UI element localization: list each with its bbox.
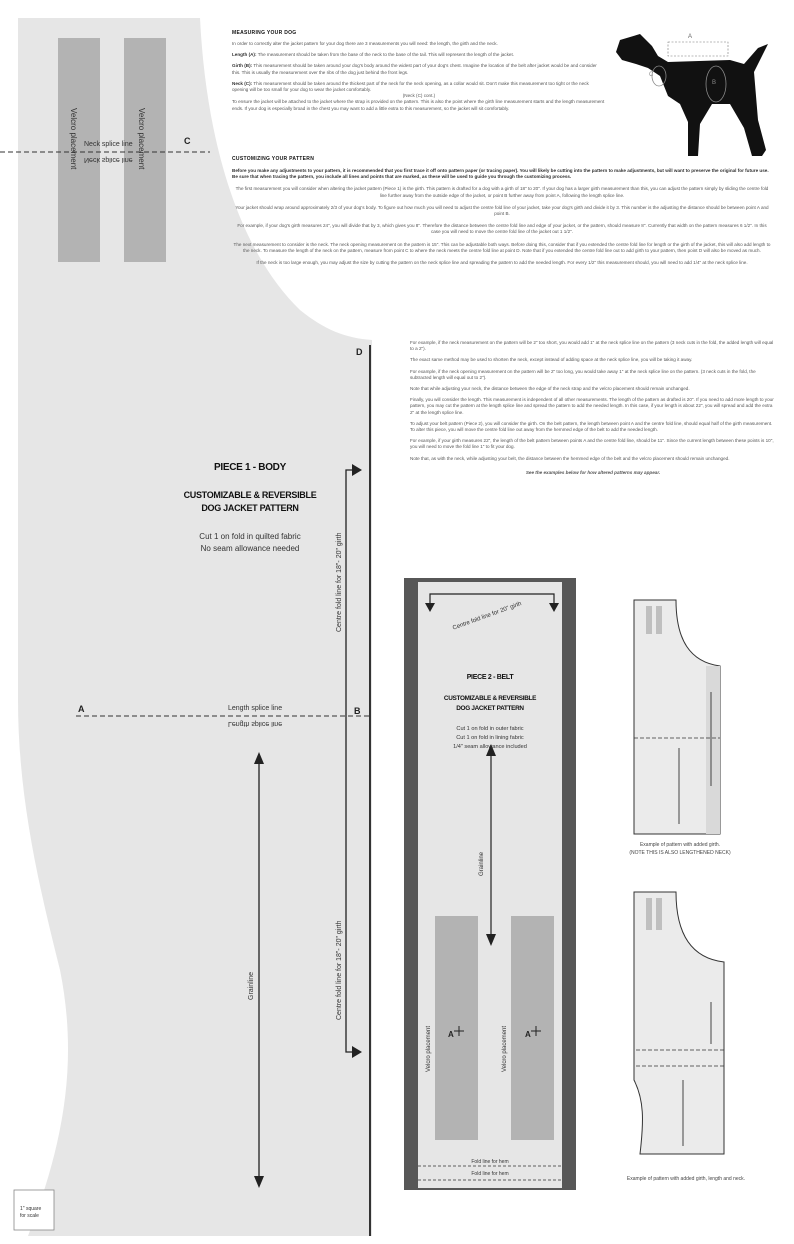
belt-hem-label-2: Fold line for hem — [471, 1171, 509, 1177]
centre-fold-label-upper: Centre fold line for 18"- 20" girth — [336, 532, 343, 632]
measuring-intro: In order to correctly alter the jacket pattern for your dog there are 3 measurements you will need: the length, the girth and the neck. — [232, 41, 498, 46]
point-d-label: D — [356, 347, 363, 357]
centre-fold-label-lower: Centre fold line for 18"- 20" girth — [336, 920, 343, 1020]
belt-marker-a-2: A — [525, 1030, 531, 1039]
belt-velcro-label-right: Velcro placement — [502, 1025, 508, 1072]
piece1-cut-note: Cut 1 on fold in quilted fabric — [199, 532, 301, 541]
girth-text: This measurement should be taken around your dog's body around the widest part of your dog's chest. Imagine the location of the belt after jacket would be and consider this. This is usually the measurement over the ribs of the dog just behind the front legs. — [232, 63, 597, 75]
dog-silhouette — [616, 34, 768, 156]
velcro-strip-left — [58, 38, 100, 262]
length-splice-label-bottom: Length splice line — [228, 720, 283, 727]
belt-hem-label-1: Fold line for hem — [471, 1159, 509, 1165]
piece2-subtitle-1: CUSTOMIZABLE & REVERSIBLE — [443, 695, 537, 702]
length-para — [232, 52, 606, 58]
piece2-title: PIECE 2 - BELT — [466, 674, 514, 681]
example-caption-1: Example of pattern with added girth. — [639, 842, 721, 848]
dog-measurement-diagram — [616, 34, 768, 156]
girth-lead: Girth (B): — [232, 63, 253, 69]
scale-box-text-2: for scale — [20, 1213, 39, 1219]
diagram-label-c: C — [649, 72, 654, 78]
para-neck: The next measurement to consider is the neck. The neck opening measurement on the pattern is 15". This can be adjustable both ways. Before doing this, consider that if you extended the centre fold line for length or the girth of the jacket, this will also add length to the neck. To measure the length of the neck on the pattern, measure from point C to where the neck meets the centre fold line at point D. Note that if you extended the centre fold line out to add girth to your pattern, then point D will also be moved as much. — [233, 241, 771, 253]
right-para: For example, if the neck measurement on the pattern will be 2" too short, you would add 1" at the neck splice line on the pattern (3 neck cuts in the fold, the added length will equal to a 2"). — [410, 340, 774, 352]
right-para: To adjust your belt pattern (Piece 2), you will consider the girth. On the belt pattern, the length between point A and the centre fold line, should equal half of the girth measurement. To alter this piece, you will move the centre fold line out away from the hemmed edge of the belt to add the needed length. — [410, 420, 773, 433]
length-text: The measurement should be taken from the base of the neck to the base of the tail. This will represent the length of the jacket. — [257, 52, 514, 58]
belt-centre-fold-label: Centre fold line for 20" girth — [452, 601, 523, 632]
neck-splice-label-bottom: Neck splice line — [84, 156, 133, 163]
piece2-cut-1: Cut 1 on fold in outer fabric — [456, 726, 524, 732]
example-caption-1b: (NOTE THIS IS ALSO LENGTHENED NECK) — [629, 850, 731, 856]
example-pattern-2 — [634, 892, 724, 1154]
length-splice-label-top: Length splice line — [228, 705, 283, 712]
piece1-seam-note: No seam allowance needed — [200, 544, 300, 553]
length-lead: Length (A): — [232, 52, 257, 58]
piece2-seam: 1/4" seam allowance included — [453, 744, 527, 750]
diagram-label-b: B — [712, 80, 717, 86]
para-neck-small: If the neck is too large enough, you may adjust the size by cutting the pattern on the neck splice line and spreading the pattern to add the needed length. For every 1/2" this measurement should, you will need to add 1/4" at the neck splice line. — [256, 260, 748, 266]
neck-lead: Neck (C): — [232, 80, 253, 86]
velcro-label-left: Velcro placement — [69, 108, 78, 170]
para-example: For example, if your dog's girth measures 24", you will divide that by 3, which gives you 8". Therefore the distance between the centre fold line and edge of your jacket, or the pattern, should measure 8". Currently that width on the pattern measures 6 1/2". In this case you will need to move the centre fold line of the jacket out 1 1/2". — [237, 223, 767, 235]
point-a-label: A — [78, 704, 85, 714]
belt-velcro-label-left: Velcro placement — [426, 1025, 432, 1072]
right-para: Finally, you will consider the length. This measurement is independent of all other measurements. The length of the pattern as drafted is 20". If you need to add more length to your pattern, you may cut the pattern at the length splice line and spread the pattern to add the needed length. In this case, if your length is about 22", you will spread and add the extra 2" at the length splice line. — [410, 397, 774, 415]
see-examples: See the examples below for how altered patterns may appear. — [525, 469, 661, 475]
length-measure-line — [668, 42, 728, 56]
velcro-label-right: Velcro placement — [137, 108, 146, 170]
right-para: The exact same method may be used to shorten the neck, except instead of adding space at the neck splice line, you will be taking it away. — [410, 357, 693, 363]
neck-text: This measurement should be taken around the thickest part of the neck for the neck opening, as a collar would sit. Don't make this measurement too tight or the neck opening will be too small for your dog to wear the jacket comfortably. — [232, 80, 589, 93]
customizing-intro: Before you make any adjustments to your pattern, it is recommended that you first trace it off onto pattern paper (or tracing paper). You will likely be cutting into the pattern to make adjustments, but will want to preserve the original for future use. Be sure that when tracing the pattern, you include all lines and points that are marked, as these will be used to guide you through the customizing process. — [232, 168, 769, 180]
point-c-label: C — [184, 136, 191, 146]
right-para: Note that while adjusting your neck, the distance between the edge of the neck strap and the velcro placement should remain unchanged. — [410, 386, 690, 392]
piece1-title: PIECE 1 - BODY — [214, 462, 286, 473]
neck-splice-label-top: Neck splice line — [84, 141, 133, 148]
right-para: Note that, as with the neck, while adjusting your belt, the distance between the hemmed edge of the belt and the velcro placement should remain unchanged. — [410, 455, 730, 461]
instructions-top — [232, 30, 606, 118]
piece2-subtitle-2: DOG JACKET PATTERN — [456, 705, 524, 712]
piece1-subtitle-1: CUSTOMIZABLE & REVERSIBLE — [183, 490, 317, 500]
point-b-label: B — [354, 706, 361, 716]
right-para: For example, if the neck opening measurement on the pattern will be 2" too long, you would take away 1" at the neck splice line on the pattern. (3 neck cuts in the fold, the subtracted length will equal out to 2"). — [410, 368, 756, 380]
belt-marker-a-1: A — [448, 1030, 454, 1039]
grainline-label-belt: Grainline — [479, 851, 485, 876]
para-jacket: Your jacket should wrap around approximately 2/3 of your dog's body. To figure out how much you will need to adjust the centre fold line of your jacket, take your dog's girth and divide it by 3. This number is the adjusting the distance should be between point A and point B. — [235, 204, 769, 217]
neck-para — [232, 81, 606, 93]
neck-note: (Neck (C) cont.) — [402, 93, 436, 99]
scale-box-text-1: 1" square — [20, 1206, 42, 1212]
customizing-title: CUSTOMIZING YOUR PATTERN — [232, 156, 315, 162]
girth-para — [232, 63, 606, 75]
example-caption-2: Example of pattern with added girth, length and neck. — [626, 1176, 746, 1182]
piece2-cut-2: Cut 1 on fold in lining fabric — [456, 735, 524, 741]
belt-velcro-left — [435, 916, 478, 1140]
extra-note: To ensure the jacket will be attached to the jacket where the strap is provided on the pattern. This is also the point where the girth line measurement starts and the length measurement ends. If your dog is especially broad in the chest you may want to add a little extra to this measurement, so the jacket will sit comfortably. — [232, 99, 605, 111]
instructions-customizing — [232, 156, 772, 266]
right-para: For example, if your girth measures 22", the length of the belt pattern between points A and the centre fold line, should be 11". Since the current length between these points is 10", you will need to move the fold line 1" to fit your dog. — [410, 438, 774, 450]
grainline-label-body: Grainline — [248, 971, 255, 1000]
para-girth: The first measurement you will consider when altering the jacket pattern (Piece 1) is the girth. This pattern is drafted for a dog with a girth of 18" to 20". If your dog has a larger girth measurement than this, you can adjust the pattern simply by sliding the centre fold line further away from the outside edge of the jacket, or point B further away from point A, following the length splice line. — [235, 186, 769, 198]
instructions-right — [410, 340, 776, 476]
measuring-title: MEASURING YOUR DOG — [232, 30, 297, 36]
diagram-label-a: A — [688, 34, 693, 40]
piece1-subtitle-2: DOG JACKET PATTERN — [201, 503, 299, 513]
belt-velcro-right — [511, 916, 554, 1140]
